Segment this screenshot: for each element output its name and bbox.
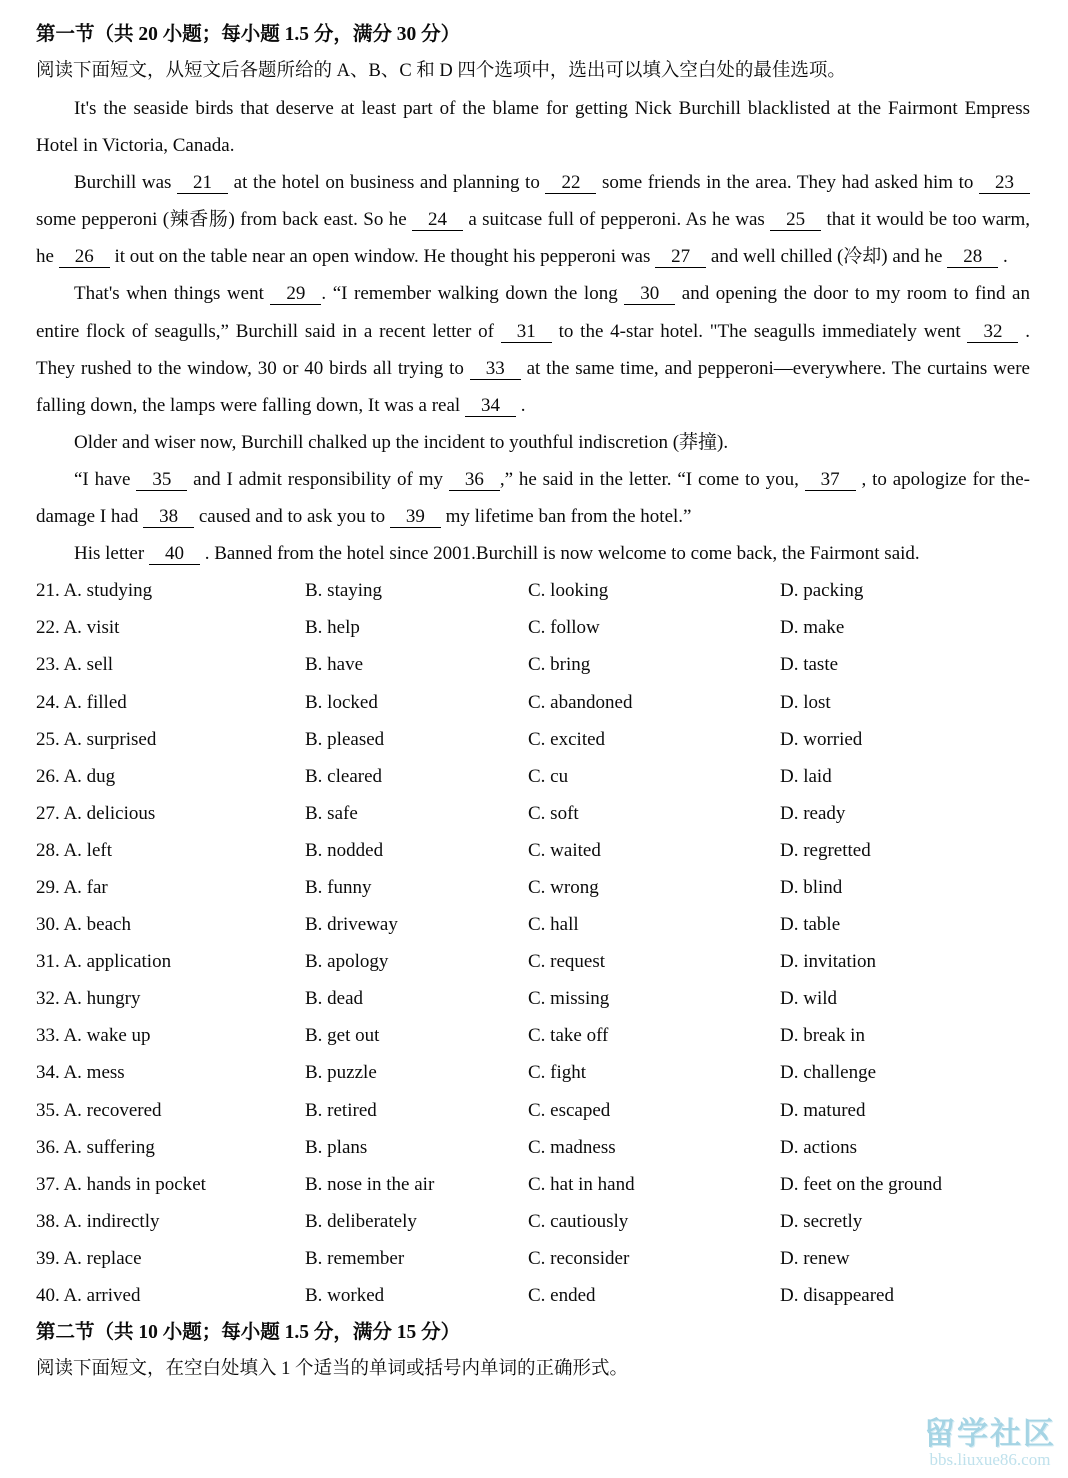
- option-d: D. laid: [780, 765, 832, 787]
- watermark-url: bbs.liuxue86.com: [929, 1450, 1051, 1470]
- option-b: B. staying: [305, 580, 383, 602]
- question-row-39: [36, 1240, 1030, 1277]
- option-a: 25. A. surprised: [36, 728, 157, 750]
- cloze-blank-37: 37: [805, 469, 856, 491]
- cloze-blank-35: 35: [136, 469, 187, 491]
- option-b: B. funny: [305, 876, 372, 898]
- option-b: B. have: [305, 654, 364, 676]
- cloze-blank-32: 32: [967, 321, 1018, 343]
- option-d: D. challenge: [780, 1062, 877, 1084]
- option-c: C. take off: [528, 1025, 609, 1047]
- option-b: B. locked: [305, 691, 378, 713]
- question-row-28: [36, 832, 1030, 869]
- question-row-34: [36, 1054, 1030, 1091]
- cloze-blank-24: 24: [412, 209, 463, 231]
- passage-paragraph: Burchill was 21 at the hotel on business and planning to 22 some friends in the area. They had asked him to 23 some pepperoni (辣香肠) from back east. So he 24 a suitcase full of pepperoni. As he was 25 that it would be too warm, he 26 it out on the table near an open window. He thought his pepperoni was 27 and well chilled (冷却) and he 28 .: [36, 172, 1030, 268]
- cloze-blank-22: 22: [545, 172, 596, 194]
- passage-paragraph: That's when things went 29 . “I remember walking down the long 30 and opening the door to my room to find an entire flock of seagulls,” Burchill said in a recent letter of 31 to the 4-star hotel. "The seagulls immediately went 32 . They rushed to the window, 30 or 40 birds all trying to 33 at the same time, and pepperoni—everywhere. The curtains were falling down, the lamps were falling down, It was a real 34 .: [36, 283, 1031, 416]
- option-d: D. renew: [780, 1247, 850, 1269]
- option-c: C. cautiously: [528, 1210, 629, 1232]
- option-a: 29. A. far: [36, 876, 108, 898]
- option-a: 23. A. sell: [36, 654, 114, 676]
- option-c: C. hat in hand: [528, 1173, 635, 1195]
- option-a: 22. A. visit: [36, 617, 120, 639]
- question-row-32: [36, 980, 1030, 1017]
- option-a: 32. A. hungry: [36, 988, 141, 1010]
- option-d: D. packing: [780, 580, 864, 602]
- section1-instructions: 阅读下面短文，从短文后各题所给的 A、B、C 和 D 四个选项中，选出可以填入空白处的最佳选项。: [36, 61, 846, 81]
- option-c: C. escaped: [528, 1099, 611, 1121]
- option-b: B. deliberately: [305, 1210, 417, 1232]
- option-c: C. looking: [528, 580, 609, 602]
- question-row-37: [36, 1166, 1030, 1203]
- option-b: B. dead: [305, 988, 364, 1010]
- question-row-33: [36, 1017, 1030, 1054]
- question-row-30: [36, 906, 1030, 943]
- option-a: 36. A. suffering: [36, 1136, 155, 1158]
- option-d: D. worried: [780, 728, 863, 750]
- option-b: B. help: [305, 617, 360, 639]
- option-d: D. lost: [780, 691, 831, 713]
- question-row-22: [36, 609, 1030, 646]
- option-c: C. excited: [528, 728, 606, 750]
- question-list: [36, 572, 1030, 1314]
- option-b: B. retired: [305, 1099, 377, 1121]
- option-b: B. get out: [305, 1025, 380, 1047]
- option-c: C. soft: [528, 802, 579, 824]
- option-a: 31. A. application: [36, 951, 172, 973]
- option-d: D. invitation: [780, 951, 877, 973]
- option-d: D. matured: [780, 1099, 866, 1121]
- option-c: C. waited: [528, 839, 601, 861]
- question-row-38: [36, 1203, 1030, 1240]
- option-d: D. feet on the ground: [780, 1173, 942, 1195]
- cloze-blank-27: 27: [655, 246, 706, 268]
- section2-title: 第二节（共 10 小题；每小题 1.5 分，满分 15 分）: [36, 1322, 461, 1344]
- cloze-blank-23: 23: [979, 172, 1030, 194]
- option-d: D. ready: [780, 802, 846, 824]
- cloze-blank-38: 38: [143, 506, 194, 528]
- cloze-blank-31: 31: [501, 321, 552, 343]
- option-b: B. puzzle: [305, 1062, 377, 1084]
- cloze-blank-28: 28: [947, 246, 998, 268]
- option-d: D. wild: [780, 988, 837, 1010]
- option-c: C. request: [528, 951, 606, 973]
- option-b: B. cleared: [305, 765, 383, 787]
- cloze-blank-25: 25: [770, 209, 821, 231]
- option-b: B. pleased: [305, 728, 385, 750]
- question-row-25: [36, 721, 1030, 758]
- watermark-site-name: 留学社区: [924, 1416, 1056, 1452]
- option-c: C. follow: [528, 617, 600, 639]
- cloze-blank-30: 30: [624, 283, 675, 305]
- option-b: B. plans: [305, 1136, 368, 1158]
- section1-title: 第一节（共 20 小题；每小题 1.5 分，满分 30 分）: [36, 24, 461, 45]
- option-d: D. make: [780, 617, 845, 639]
- question-row-24: [36, 684, 1030, 721]
- option-b: B. remember: [305, 1247, 405, 1269]
- cloze-blank-21: 21: [177, 172, 228, 194]
- question-row-35: [36, 1092, 1030, 1129]
- option-a: 30. A. beach: [36, 914, 131, 936]
- option-b: B. driveway: [305, 914, 398, 936]
- option-d: D. blind: [780, 876, 843, 898]
- option-c: C. missing: [528, 988, 610, 1010]
- option-a: 33. A. wake up: [36, 1025, 151, 1047]
- section2-instructions: 阅读下面短文，在空白处填入 1 个适当的单词或括号内单词的正确形式。: [36, 1359, 629, 1380]
- question-row-36: [36, 1129, 1030, 1166]
- option-a: 35. A. recovered: [36, 1099, 162, 1121]
- question-row-31: [36, 943, 1030, 980]
- question-row-26: [36, 758, 1030, 795]
- option-d: D. table: [780, 914, 841, 936]
- option-a: 21. A. studying: [36, 580, 153, 602]
- option-c: C. fight: [528, 1062, 587, 1084]
- option-b: B. nodded: [305, 839, 384, 861]
- passage-paragraph: His letter 40 . Banned from the hotel since 2001.Burchill is now welcome to come back, the Fairmont said.: [74, 543, 920, 565]
- cloze-blank-26: 26: [59, 246, 110, 268]
- option-c: C. reconsider: [528, 1247, 630, 1269]
- option-d: D. break in: [780, 1025, 865, 1047]
- option-c: C. madness: [528, 1136, 616, 1158]
- option-a: 34. A. mess: [36, 1062, 125, 1084]
- option-b: B. apology: [305, 951, 389, 973]
- option-a: 26. A. dug: [36, 765, 116, 787]
- cloze-blank-36: 36: [449, 469, 500, 491]
- option-d: D. regretted: [780, 839, 871, 861]
- cloze-passage: [36, 90, 1030, 572]
- option-b: B. nose in the air: [305, 1173, 435, 1195]
- cloze-blank-29: 29: [270, 283, 321, 305]
- question-row-40: [36, 1277, 1030, 1314]
- option-a: 27. A. delicious: [36, 802, 156, 824]
- question-row-29: [36, 869, 1030, 906]
- option-c: C. wrong: [528, 876, 599, 898]
- option-c: C. hall: [528, 914, 579, 936]
- question-row-27: [36, 795, 1030, 832]
- option-d: D. taste: [780, 654, 839, 676]
- option-d: D. disappeared: [780, 1285, 894, 1306]
- option-c: C. bring: [528, 654, 591, 676]
- option-a: 24. A. filled: [36, 691, 127, 713]
- passage-paragraph: “I have 35 and I admit responsibility of my 36 ,” he said in the letter. “I come to you, 37 , to apologize for the-damage I had 38 caused and to ask you to 39 my lifetime ban from the hotel.”: [36, 468, 1030, 528]
- option-d: D. actions: [780, 1136, 858, 1158]
- question-row-23: [36, 646, 1030, 683]
- option-a: 38. A. indirectly: [36, 1210, 160, 1232]
- passage-paragraph: Older and wiser now, Burchill chalked up the incident to youthful indiscretion (莽撞).: [74, 431, 729, 453]
- option-b: B. worked: [305, 1285, 385, 1306]
- option-a: 28. A. left: [36, 839, 112, 861]
- cloze-blank-33: 33: [470, 358, 521, 380]
- option-a: 40. A. arrived: [36, 1285, 141, 1306]
- option-b: B. safe: [305, 802, 358, 824]
- passage-paragraph: It's the seaside birds that deserve at least part of the blame for getting Nick Burchill blacklisted at the Fairmont Empress Hotel in Victoria, Canada.: [36, 98, 1030, 157]
- cloze-blank-40: 40: [149, 543, 200, 565]
- cloze-blank-34: 34: [465, 395, 516, 417]
- cloze-blank-39: 39: [390, 506, 441, 528]
- question-row-21: [36, 572, 1030, 609]
- option-a: 39. A. replace: [36, 1247, 142, 1269]
- option-c: C. ended: [528, 1285, 596, 1306]
- option-c: C. abandoned: [528, 691, 633, 713]
- option-d: D. secretly: [780, 1210, 863, 1232]
- option-a: 37. A. hands in pocket: [36, 1173, 206, 1195]
- option-c: C. cu: [528, 765, 569, 787]
- watermark: [924, 1417, 1056, 1470]
